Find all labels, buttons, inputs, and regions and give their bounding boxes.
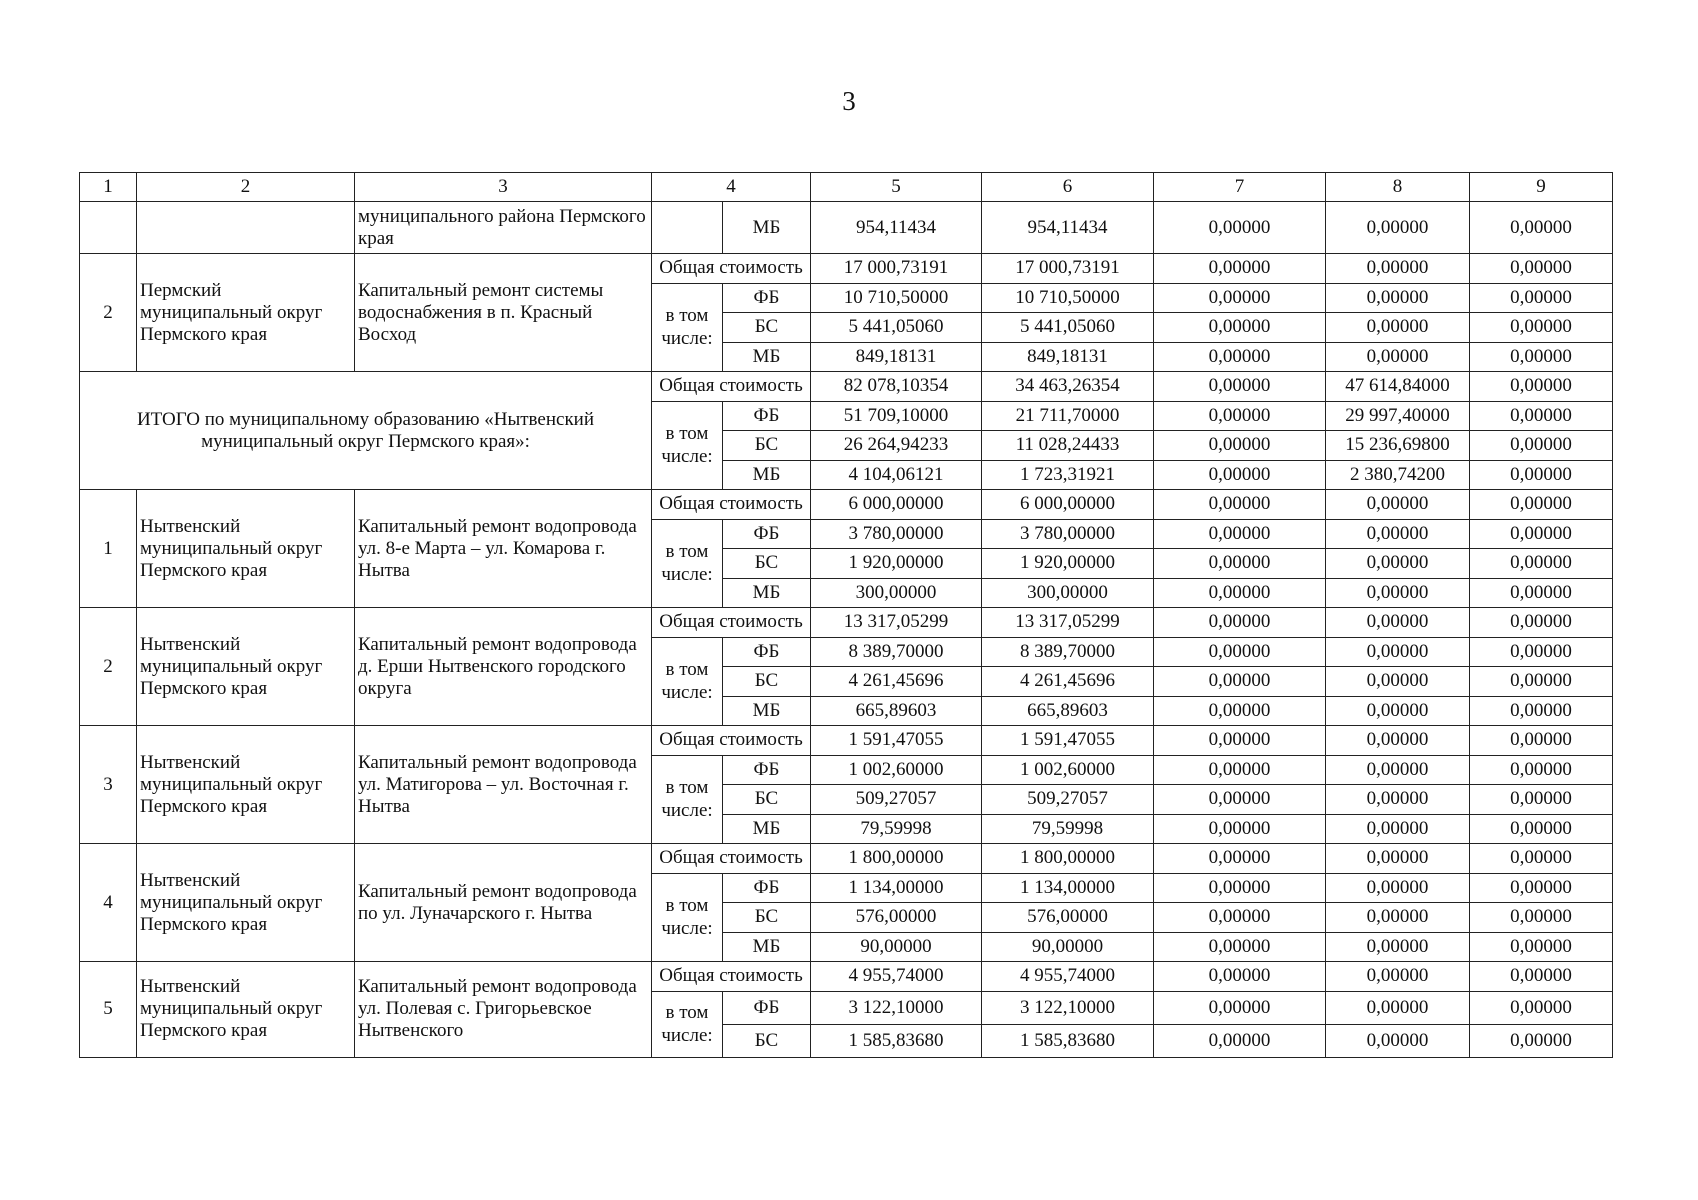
value-cell: 0,00000 <box>1470 696 1613 726</box>
municipality-name: Нытвенский муниципальный округ Пермского края <box>137 844 355 962</box>
value-cell: 0,00000 <box>1470 549 1613 579</box>
in-that-number-label <box>652 873 723 962</box>
value-cell: 0,00000 <box>1326 519 1470 549</box>
column-header: 6 <box>982 173 1154 202</box>
value-cell: 0,00000 <box>1154 372 1326 402</box>
column-header: 1 <box>80 173 137 202</box>
value-cell: 0,00000 <box>1326 726 1470 756</box>
value-cell: 10 710,50000 <box>982 283 1154 313</box>
value-cell: 4 104,06121 <box>811 460 982 490</box>
value-cell: 8 389,70000 <box>982 637 1154 667</box>
value-cell: 576,00000 <box>982 903 1154 933</box>
funding-source-label: ФБ <box>723 873 811 903</box>
value-cell: 0,00000 <box>1470 519 1613 549</box>
value-cell: 6 000,00000 <box>982 490 1154 520</box>
value-cell: 1 134,00000 <box>811 873 982 903</box>
in-that-number-label <box>652 637 723 726</box>
in-that-line: числе: <box>661 564 713 586</box>
funding-source-label: БС <box>723 667 811 697</box>
value-cell: 0,00000 <box>1470 254 1613 284</box>
in-that-number-label <box>652 401 723 490</box>
value-cell: 0,00000 <box>1326 1024 1470 1057</box>
in-that-number-text <box>661 894 712 940</box>
total-cost-label: Общая стоимость <box>652 490 811 520</box>
value-cell: 0,00000 <box>1154 903 1326 933</box>
value-cell: 4 261,45696 <box>811 667 982 697</box>
value-cell: 0,00000 <box>1154 401 1326 431</box>
row-number: 2 <box>80 254 137 372</box>
funding-source-label: МБ <box>723 578 811 608</box>
value-cell: 0,00000 <box>1470 490 1613 520</box>
value-cell: 15 236,69800 <box>1326 431 1470 461</box>
value-cell: 0,00000 <box>1326 283 1470 313</box>
value-cell: 1 591,47055 <box>811 726 982 756</box>
value-cell: 0,00000 <box>1470 844 1613 874</box>
object-name: Капитальный ремонт водопровода ул. Матигорова – ул. Восточная г. Нытва <box>355 726 652 844</box>
funding-source-label: БС <box>723 1024 811 1057</box>
value-cell: 0,00000 <box>1326 814 1470 844</box>
value-cell: 0,00000 <box>1470 932 1613 962</box>
total-cost-label: Общая стоимость <box>652 726 811 756</box>
total-cost-label: Общая стоимость <box>652 254 811 284</box>
value-cell: 954,11434 <box>982 202 1154 254</box>
in-that-line: в том <box>665 1002 709 1023</box>
value-cell: 3 122,10000 <box>982 991 1154 1024</box>
value-cell: 0,00000 <box>1470 460 1613 490</box>
value-cell: 90,00000 <box>982 932 1154 962</box>
value-cell: 0,00000 <box>1470 283 1613 313</box>
value-cell: 0,00000 <box>1154 578 1326 608</box>
value-cell: 1 800,00000 <box>982 844 1154 874</box>
value-cell: 4 955,74000 <box>982 962 1154 992</box>
value-cell: 4 955,74000 <box>811 962 982 992</box>
value-cell: 1 800,00000 <box>811 844 982 874</box>
column-header: 7 <box>1154 173 1326 202</box>
value-cell: 849,18131 <box>811 342 982 372</box>
funding-source-label: МБ <box>723 342 811 372</box>
value-cell: 6 000,00000 <box>811 490 982 520</box>
value-cell: 0,00000 <box>1326 637 1470 667</box>
value-cell: 0,00000 <box>1470 814 1613 844</box>
value-cell: 34 463,26354 <box>982 372 1154 402</box>
column-header: 2 <box>137 173 355 202</box>
value-cell: 0,00000 <box>1326 578 1470 608</box>
object-name: Капитальный ремонт системы водоснабжения в п. Красный Восход <box>355 254 652 372</box>
table-row <box>80 202 1613 254</box>
value-cell: 576,00000 <box>811 903 982 933</box>
value-cell: 5 441,05060 <box>982 313 1154 343</box>
value-cell: 21 711,70000 <box>982 401 1154 431</box>
value-cell: 0,00000 <box>1470 202 1613 254</box>
column-header: 9 <box>1470 173 1613 202</box>
municipality-name: Нытвенский муниципальный округ Пермского края <box>137 726 355 844</box>
value-cell: 82 078,10354 <box>811 372 982 402</box>
value-cell: 11 028,24433 <box>982 431 1154 461</box>
value-cell: 0,00000 <box>1326 490 1470 520</box>
in-that-line: числе: <box>661 918 713 940</box>
value-cell: 0,00000 <box>1154 1024 1326 1057</box>
value-cell: 8 389,70000 <box>811 637 982 667</box>
value-cell: 0,00000 <box>1326 696 1470 726</box>
in-that-number-text <box>661 1001 712 1047</box>
table-row <box>80 962 1613 992</box>
value-cell: 0,00000 <box>1470 726 1613 756</box>
in-that-line: числе: <box>661 800 713 822</box>
value-cell: 0,00000 <box>1470 962 1613 992</box>
value-cell: 0,00000 <box>1154 844 1326 874</box>
value-cell: 0,00000 <box>1326 844 1470 874</box>
in-that-line: числе: <box>661 682 713 704</box>
total-label: ИТОГО по муниципальному образованию «Нытвенский муниципальный округ Пермского края»: <box>80 372 652 490</box>
table-row <box>80 608 1613 638</box>
total-cost-label: Общая стоимость <box>652 372 811 402</box>
value-cell: 0,00000 <box>1326 202 1470 254</box>
value-cell: 0,00000 <box>1154 431 1326 461</box>
value-cell: 0,00000 <box>1470 1024 1613 1057</box>
value-cell: 0,00000 <box>1154 873 1326 903</box>
value-cell: 665,89603 <box>811 696 982 726</box>
value-cell: 0,00000 <box>1154 519 1326 549</box>
value-cell: 665,89603 <box>982 696 1154 726</box>
value-cell: 0,00000 <box>1154 460 1326 490</box>
object-name: Капитальный ремонт водопровода д. Ерши Нытвенского городского округа <box>355 608 652 726</box>
value-cell: 51 709,10000 <box>811 401 982 431</box>
value-cell: 1 920,00000 <box>982 549 1154 579</box>
in-that-number-label <box>652 755 723 844</box>
value-cell: 79,59998 <box>811 814 982 844</box>
value-cell: 4 261,45696 <box>982 667 1154 697</box>
municipality-name: Нытвенский муниципальный округ Пермского края <box>137 962 355 1058</box>
funding-source-label: ФБ <box>723 401 811 431</box>
funding-source-label: МБ <box>723 460 811 490</box>
funding-source-label: МБ <box>723 932 811 962</box>
object-name: Капитальный ремонт водопровода ул. Полевая с. Григорьевское Нытвенского <box>355 962 652 1058</box>
value-cell: 1 585,83680 <box>811 1024 982 1057</box>
funding-source-label: ФБ <box>723 755 811 785</box>
table-header-row <box>80 173 1613 202</box>
value-cell: 0,00000 <box>1470 873 1613 903</box>
value-cell: 0,00000 <box>1326 785 1470 815</box>
value-cell: 0,00000 <box>1470 401 1613 431</box>
value-cell: 3 780,00000 <box>982 519 1154 549</box>
value-cell: 47 614,84000 <box>1326 372 1470 402</box>
funding-source-label: ФБ <box>723 637 811 667</box>
value-cell: 79,59998 <box>982 814 1154 844</box>
in-that-number-text <box>661 304 712 350</box>
in-that-number-text <box>661 776 712 822</box>
value-cell: 1 585,83680 <box>982 1024 1154 1057</box>
column-header: 4 <box>652 173 811 202</box>
value-cell: 0,00000 <box>1154 962 1326 992</box>
value-cell: 0,00000 <box>1326 313 1470 343</box>
value-cell: 0,00000 <box>1154 490 1326 520</box>
value-cell: 0,00000 <box>1154 814 1326 844</box>
funding-source-label: МБ <box>723 814 811 844</box>
value-cell: 0,00000 <box>1470 785 1613 815</box>
value-cell: 1 591,47055 <box>982 726 1154 756</box>
value-cell: 3 122,10000 <box>811 991 982 1024</box>
in-that-line: числе: <box>661 1025 713 1046</box>
row-number: 5 <box>80 962 137 1058</box>
value-cell: 0,00000 <box>1326 991 1470 1024</box>
funding-source-label: МБ <box>723 202 811 254</box>
value-cell: 0,00000 <box>1154 667 1326 697</box>
value-cell: 0,00000 <box>1470 313 1613 343</box>
in-that-line: в том <box>665 305 709 327</box>
value-cell: 1 723,31921 <box>982 460 1154 490</box>
in-that-line: в том <box>665 541 709 563</box>
value-cell: 0,00000 <box>1470 431 1613 461</box>
in-that-number-label <box>652 991 723 1057</box>
value-cell: 0,00000 <box>1154 785 1326 815</box>
value-cell: 0,00000 <box>1154 202 1326 254</box>
value-cell: 0,00000 <box>1154 608 1326 638</box>
value-cell: 0,00000 <box>1326 667 1470 697</box>
value-cell: 29 997,40000 <box>1326 401 1470 431</box>
value-cell: 0,00000 <box>1326 962 1470 992</box>
value-cell: 954,11434 <box>811 202 982 254</box>
value-cell: 2 380,74200 <box>1326 460 1470 490</box>
value-cell: 0,00000 <box>1470 755 1613 785</box>
object-name: Капитальный ремонт водопровода ул. 8-е Марта – ул. Комарова г. Нытва <box>355 490 652 608</box>
row-number: 2 <box>80 608 137 726</box>
value-cell: 0,00000 <box>1326 342 1470 372</box>
in-that-line: числе: <box>661 328 713 350</box>
funding-source-label: БС <box>723 785 811 815</box>
value-cell: 0,00000 <box>1470 991 1613 1024</box>
value-cell: 26 264,94233 <box>811 431 982 461</box>
funding-source-label: БС <box>723 549 811 579</box>
table-row <box>80 844 1613 874</box>
budget-table <box>79 172 1613 1058</box>
funding-source-label: ФБ <box>723 991 811 1024</box>
value-cell: 1 920,00000 <box>811 549 982 579</box>
column-header: 5 <box>811 173 982 202</box>
value-cell: 1 002,60000 <box>811 755 982 785</box>
in-that-number-text <box>661 658 712 704</box>
value-cell: 13 317,05299 <box>982 608 1154 638</box>
in-that-line: в том <box>665 423 709 445</box>
value-cell: 17 000,73191 <box>811 254 982 284</box>
column-header: 8 <box>1326 173 1470 202</box>
value-cell: 0,00000 <box>1470 342 1613 372</box>
object-name: Капитальный ремонт водопровода по ул. Луначарского г. Нытва <box>355 844 652 962</box>
value-cell: 1 002,60000 <box>982 755 1154 785</box>
total-cost-label: Общая стоимость <box>652 962 811 992</box>
value-cell: 0,00000 <box>1326 873 1470 903</box>
value-cell: 0,00000 <box>1154 932 1326 962</box>
value-cell: 10 710,50000 <box>811 283 982 313</box>
municipality-name: Пермский муниципальный округ Пермского края <box>137 254 355 372</box>
value-cell: 0,00000 <box>1154 637 1326 667</box>
value-cell: 3 780,00000 <box>811 519 982 549</box>
value-cell: 0,00000 <box>1326 549 1470 579</box>
funding-source-label: БС <box>723 313 811 343</box>
value-cell: 0,00000 <box>1154 991 1326 1024</box>
total-cost-label: Общая стоимость <box>652 844 811 874</box>
page-number: 3 <box>842 86 856 116</box>
value-cell: 0,00000 <box>1326 608 1470 638</box>
value-cell: 0,00000 <box>1470 578 1613 608</box>
municipality-name: Нытвенский муниципальный округ Пермского края <box>137 490 355 608</box>
value-cell: 0,00000 <box>1154 549 1326 579</box>
in-that-line: в том <box>665 659 709 681</box>
table-body <box>80 173 1613 1058</box>
value-cell: 509,27057 <box>811 785 982 815</box>
row-number-cell <box>80 202 137 254</box>
in-that-number-label <box>652 519 723 608</box>
value-cell: 300,00000 <box>811 578 982 608</box>
value-cell: 90,00000 <box>811 932 982 962</box>
funding-source-label: ФБ <box>723 283 811 313</box>
table-row <box>80 490 1613 520</box>
funding-source-label: МБ <box>723 696 811 726</box>
value-cell: 0,00000 <box>1326 932 1470 962</box>
value-cell: 17 000,73191 <box>982 254 1154 284</box>
value-cell: 0,00000 <box>1154 726 1326 756</box>
value-cell: 0,00000 <box>1470 667 1613 697</box>
value-cell: 5 441,05060 <box>811 313 982 343</box>
funding-source-label: ФБ <box>723 519 811 549</box>
value-cell: 300,00000 <box>982 578 1154 608</box>
in-that-number-text <box>661 540 712 586</box>
value-cell: 0,00000 <box>1326 254 1470 284</box>
in-that-line: в том <box>665 777 709 799</box>
value-cell: 0,00000 <box>1326 755 1470 785</box>
value-cell: 849,18131 <box>982 342 1154 372</box>
funding-source-label: БС <box>723 903 811 933</box>
value-cell: 0,00000 <box>1154 313 1326 343</box>
value-cell: 0,00000 <box>1154 755 1326 785</box>
table-row <box>80 372 1613 402</box>
row-number: 3 <box>80 726 137 844</box>
value-cell: 0,00000 <box>1470 372 1613 402</box>
municipality-name: Нытвенский муниципальный округ Пермского края <box>137 608 355 726</box>
in-that-number-label <box>652 283 723 372</box>
in-that-number-text <box>661 422 712 468</box>
column-header: 3 <box>355 173 652 202</box>
municipality-cell <box>137 202 355 254</box>
total-cost-label: Общая стоимость <box>652 608 811 638</box>
object-cell: муниципального района Пермского края <box>355 202 652 254</box>
funding-blank-cell <box>652 202 723 254</box>
value-cell: 1 134,00000 <box>982 873 1154 903</box>
value-cell: 0,00000 <box>1154 283 1326 313</box>
value-cell: 13 317,05299 <box>811 608 982 638</box>
in-that-line: числе: <box>661 446 713 468</box>
value-cell: 0,00000 <box>1326 903 1470 933</box>
value-cell: 0,00000 <box>1470 637 1613 667</box>
value-cell: 0,00000 <box>1154 254 1326 284</box>
value-cell: 0,00000 <box>1470 903 1613 933</box>
value-cell: 0,00000 <box>1154 696 1326 726</box>
table-row <box>80 254 1613 284</box>
value-cell: 509,27057 <box>982 785 1154 815</box>
row-number: 4 <box>80 844 137 962</box>
table-row <box>80 726 1613 756</box>
in-that-line: в том <box>665 895 709 917</box>
value-cell: 0,00000 <box>1470 608 1613 638</box>
funding-source-label: БС <box>723 431 811 461</box>
value-cell: 0,00000 <box>1154 342 1326 372</box>
row-number: 1 <box>80 490 137 608</box>
